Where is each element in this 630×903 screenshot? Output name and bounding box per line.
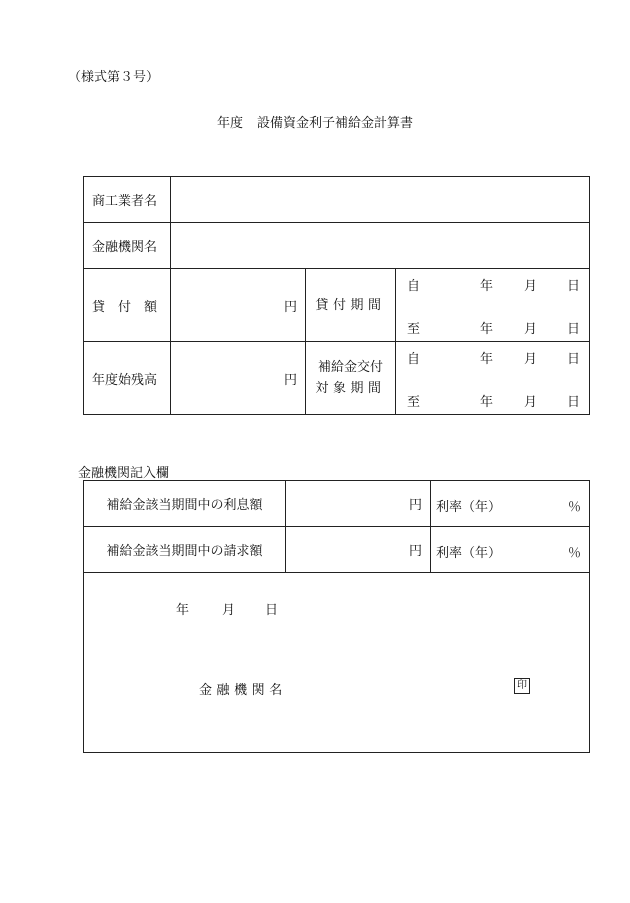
subsidy-from-month: 月 [524, 352, 538, 367]
loan-from-month: 月 [524, 279, 538, 294]
subsidy-period-label [306, 342, 396, 415]
loan-amount-label: 貸 付 額 [84, 269, 171, 342]
interest-rate-field[interactable] [431, 481, 590, 527]
subsidy-period-field[interactable] [396, 342, 590, 415]
subsidy-from-label: 自 [407, 352, 421, 367]
calculation-table [83, 176, 590, 415]
interest-amount-label: 補給金該当期間中の利息額 [84, 481, 286, 527]
billed-amount-field[interactable] [286, 527, 431, 573]
title-name: 設備資金利子補給金計算書 [257, 116, 414, 131]
billed-yen-unit: 円 [408, 544, 422, 559]
title-year-prefix: 年度 [216, 116, 243, 131]
billed-amount-label: 補給金該当期間中の請求額 [84, 527, 286, 573]
subsidy-to-label: 至 [407, 395, 421, 410]
bank-name-sign-label: 金融機関名 [199, 683, 287, 698]
subsidy-to-day: 日 [567, 395, 581, 410]
bank-entry-table [83, 480, 590, 753]
subsidy-period-line2: 対象期間 [315, 381, 386, 396]
merchant-name-field[interactable] [171, 177, 590, 223]
subsidy-to-month: 月 [524, 395, 538, 410]
start-balance-field[interactable] [171, 342, 306, 415]
billed-rate-percent: ％ [567, 546, 581, 561]
loan-from-year: 年 [480, 279, 494, 294]
subsidy-period-from-row [396, 348, 589, 368]
document-title [0, 112, 630, 131]
loan-period-from-row [396, 275, 589, 295]
interest-yen-unit: 円 [408, 498, 422, 513]
bank-name-field[interactable] [171, 223, 590, 269]
subsidy-period-to-row [396, 391, 589, 411]
loan-period-to-row [396, 318, 589, 338]
entry-date-month: 月 [222, 603, 236, 618]
loan-to-year: 年 [480, 322, 494, 337]
loan-from-label: 自 [407, 279, 421, 294]
entry-date-day: 日 [265, 603, 279, 618]
start-balance-yen-unit: 円 [283, 372, 297, 388]
loan-period-label: 貸付期間 [306, 269, 396, 342]
subsidy-from-year: 年 [480, 352, 494, 367]
loan-to-month: 月 [524, 322, 538, 337]
loan-to-label: 至 [407, 322, 421, 337]
subsidy-period-line1: 補給金交付 [317, 360, 383, 375]
loan-amount-yen-unit: 円 [283, 299, 297, 315]
start-balance-label: 年度始残高 [84, 342, 171, 415]
form-number: （様式第３号） [68, 70, 160, 85]
interest-rate-percent: ％ [567, 500, 581, 515]
interest-amount-field[interactable] [286, 481, 431, 527]
subsidy-from-day: 日 [567, 352, 581, 367]
bank-name-label: 金融機関名 [84, 223, 171, 269]
loan-from-day: 日 [567, 279, 581, 294]
seal-mark-icon: 印 [514, 678, 530, 694]
loan-to-day: 日 [567, 322, 581, 337]
loan-period-field[interactable] [396, 269, 590, 342]
billed-rate-label: 利率（年） [436, 546, 502, 561]
subsidy-to-year: 年 [480, 395, 494, 410]
merchant-name-label: 商工業者名 [84, 177, 171, 223]
bank-section-label: 金融機関記入欄 [78, 466, 170, 481]
billed-rate-field[interactable] [431, 527, 590, 573]
bank-signature-area [84, 573, 590, 753]
entry-date-year: 年 [176, 603, 190, 618]
loan-amount-field[interactable] [171, 269, 306, 342]
interest-rate-label: 利率（年） [436, 500, 502, 515]
